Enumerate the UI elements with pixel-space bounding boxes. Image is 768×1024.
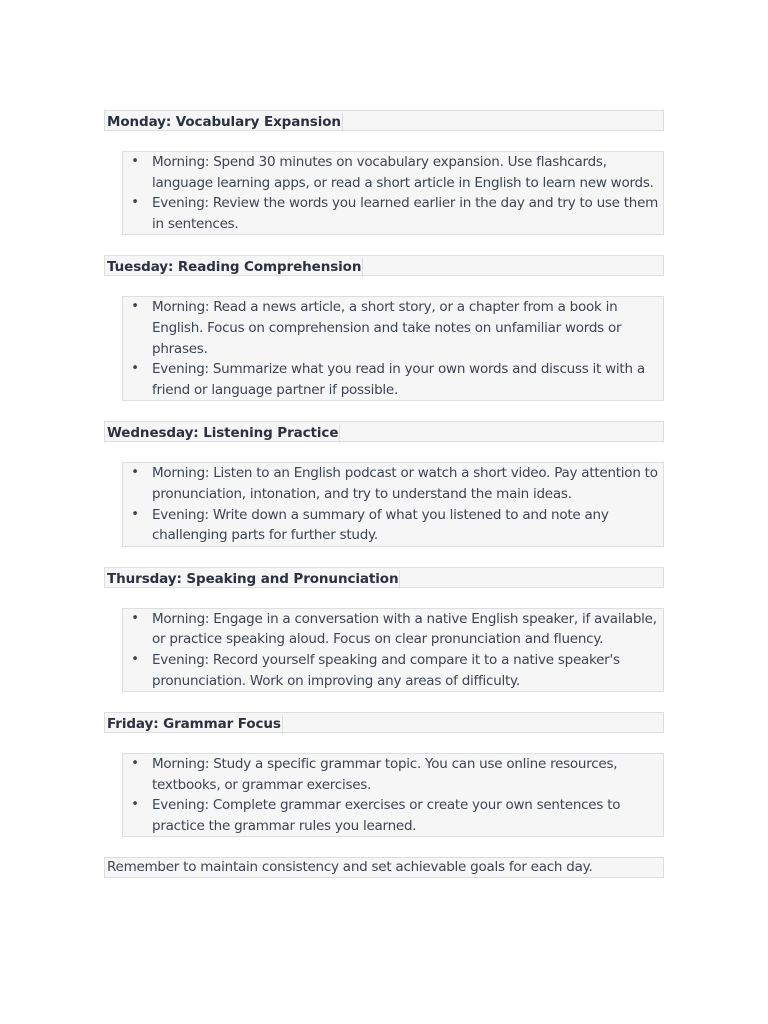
day-heading: Tuesday: Reading Comprehension (107, 259, 362, 276)
activity-list (123, 297, 663, 400)
activity-list (123, 152, 663, 234)
bullet-icon: • (131, 610, 139, 626)
list-item (123, 297, 663, 359)
list-item-text: Morning: Read a news article, a short story, or a chapter from a book in English. Focus on comprehension and take notes on unfamiliar words or phrases. (152, 299, 622, 357)
list-item-text: Evening: Write down a summary of what you listened to and note any challenging parts for further study. (152, 506, 609, 544)
day-heading: Friday: Grammar Focus (107, 716, 281, 733)
day-heading: Wednesday: Listening Practice (107, 425, 339, 442)
activity-list (123, 609, 663, 691)
bullet-icon: • (131, 465, 139, 481)
list-item (123, 505, 663, 546)
list-item (123, 193, 663, 234)
bullet-icon: • (131, 756, 139, 772)
day-section-wednesday (104, 421, 664, 546)
activity-list-box (122, 753, 664, 837)
activity-list-box (122, 151, 664, 235)
list-item (123, 754, 663, 795)
heading-bar (104, 110, 664, 131)
list-item (123, 650, 663, 691)
bullet-icon: • (131, 195, 139, 211)
day-section-thursday (104, 567, 664, 692)
heading-bar (104, 421, 664, 442)
list-item (123, 609, 663, 650)
bullet-icon: • (131, 797, 139, 813)
list-item-text: Morning: Engage in a conversation with a native English speaker, if available, or practice speaking aloud. Focus on clear pronunciation and fluency. (152, 610, 657, 648)
bullet-icon: • (131, 651, 139, 667)
list-item-text: Evening: Record yourself speaking and compare it to a native speaker's pronunciation. Work on improving any areas of difficulty. (152, 651, 620, 689)
heading-bar (104, 255, 664, 276)
heading-bar (104, 567, 664, 588)
list-item-text: Morning: Study a specific grammar topic. You can use online resources, textbooks, or grammar exercises. (152, 756, 618, 793)
bullet-icon: • (131, 361, 139, 377)
day-heading: Monday: Vocabulary Expansion (107, 114, 341, 130)
bullet-icon: • (131, 506, 139, 522)
bullet-icon: • (131, 299, 139, 315)
activity-list-box (122, 296, 664, 401)
day-section-friday (104, 712, 664, 837)
list-item-text: Evening: Complete grammar exercises or create your own sentences to practice the grammar rules you learned. (152, 797, 621, 834)
day-section-tuesday (104, 255, 664, 401)
list-item-text: Morning: Spend 30 minutes on vocabulary expansion. Use flashcards, language learning apps, or read a short article in English to learn new words. (152, 154, 654, 191)
list-item-text: Evening: Summarize what you read in your own words and discuss it with a friend or language partner if possible. (152, 361, 645, 398)
activity-list-box (122, 462, 664, 546)
document-body (104, 110, 664, 878)
list-item (123, 463, 663, 504)
list-item (123, 795, 663, 836)
day-heading: Thursday: Speaking and Pronunciation (107, 570, 399, 587)
bullet-icon: • (131, 154, 139, 169)
heading-bar (104, 712, 664, 733)
closing-note: Remember to maintain consistency and set achievable goals for each day. (104, 857, 664, 878)
activity-list (123, 754, 663, 836)
list-item-text: Morning: Listen to an English podcast or watch a short video. Pay attention to pronunciation, intonation, and try to understand the main ideas. (152, 465, 658, 502)
activity-list (123, 463, 663, 545)
activity-list-box (122, 608, 664, 692)
list-item-text: Evening: Review the words you learned earlier in the day and try to use them in sentences. (152, 195, 659, 232)
day-section-monday (104, 110, 664, 235)
list-item (123, 359, 663, 400)
list-item (123, 152, 663, 193)
